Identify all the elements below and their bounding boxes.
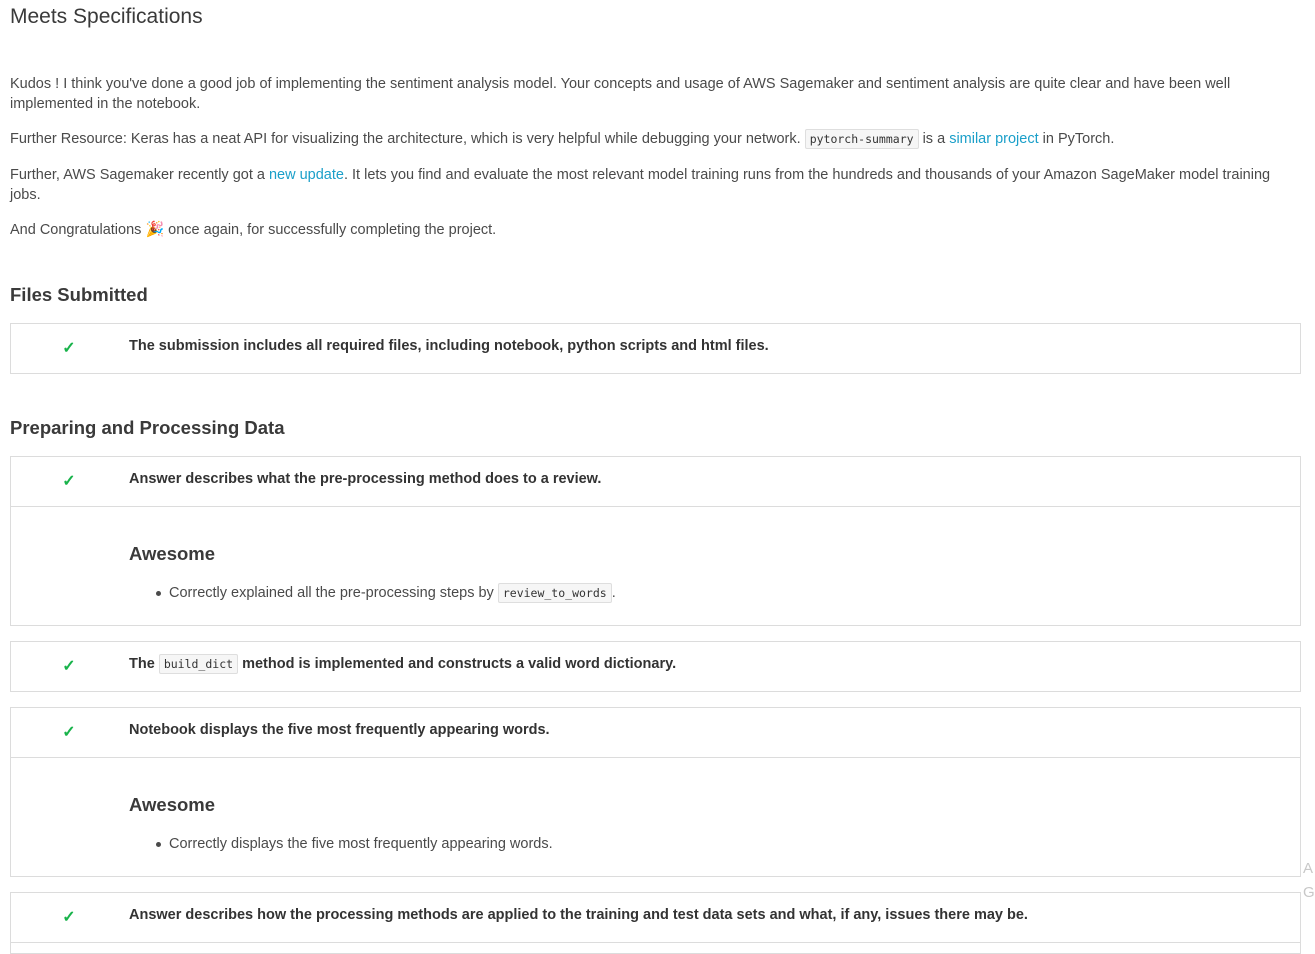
criterion-text: The build_dict method is implemented and constructs a valid word dictionary. (129, 656, 677, 672)
summary-paragraph-4: And Congratulations 🎉 once again, for successfully completing the project. (10, 221, 497, 238)
inline-code: review_to_words (498, 583, 612, 603)
new-update-link[interactable]: new update (268, 167, 344, 183)
rubric-row (11, 893, 1300, 943)
check-icon: ✓ (62, 473, 76, 490)
similar-project-link[interactable]: similar project (949, 131, 1039, 147)
check-icon: ✓ (62, 658, 76, 675)
summary-paragraph-3: Further, AWS Sagemaker recently got a new update. It lets you find and evaluate the most relevant model training runs from the hundreds and thousands of your Amazon SageMaker model training jobs. (10, 167, 1271, 203)
check-icon: ✓ (62, 909, 76, 926)
rubric-row (11, 642, 1300, 691)
comment-list (129, 583, 616, 603)
comment-heading: Awesome (129, 543, 216, 564)
bullet-icon (156, 842, 161, 847)
party-popper-icon: 🎉 (145, 221, 165, 238)
reviewer-summary (10, 74, 1301, 240)
rubric-card-preprocessing (10, 456, 1301, 626)
section-title-files: Files Submitted (10, 284, 148, 305)
edge-letter: A (1303, 860, 1314, 877)
list-item: Correctly displays the five most frequently appearing words. (129, 834, 553, 854)
inline-code: pytorch-summary (805, 129, 919, 149)
inline-code: build_dict (159, 654, 238, 674)
rubric-card-frequent-words (10, 707, 1301, 877)
edge-letter: G (1303, 884, 1315, 901)
rubric-card-files (10, 323, 1301, 374)
summary-paragraph-1: Kudos ! I think you've done a good job of implementing the sentiment analysis model. Your concepts and usage of AWS Sagemaker and sentiment analysis are quite clear and have been well implemented in the notebook. (10, 76, 1231, 112)
list-item: Correctly explained all the pre-processing steps by review_to_words . (129, 583, 616, 603)
criterion-text: Answer describes how the processing methods are applied to the training and test data sets and what, if any, issues there may be. (129, 907, 1028, 923)
reviewer-comment (11, 506, 1300, 625)
comment-heading: Awesome (129, 794, 216, 815)
comment-list (129, 834, 553, 854)
rubric-card-build-dict (10, 641, 1301, 692)
rubric-row (11, 457, 1300, 506)
bullet-icon (156, 591, 161, 596)
reviewer-comment (11, 757, 1300, 876)
criterion-text: Answer describes what the pre-processing method does to a review. (129, 471, 602, 487)
criterion-text: Notebook displays the five most frequently appearing words. (129, 722, 550, 738)
check-icon: ✓ (62, 724, 76, 741)
check-icon: ✓ (62, 340, 76, 357)
summary-paragraph-2: Further Resource: Keras has a neat API for visualizing the architecture, which is very helpful while debugging your network. pytorch-summary is a similar project in PyTorch. (10, 131, 1115, 147)
page-title: Meets Specifications (10, 5, 203, 28)
criterion-text: The submission includes all required files, including notebook, python scripts and html files. (129, 338, 769, 354)
rubric-row (11, 324, 1300, 373)
rubric-row (11, 708, 1300, 757)
section-title-processing: Preparing and Processing Data (10, 417, 285, 438)
rubric-card-data-split (10, 892, 1301, 954)
